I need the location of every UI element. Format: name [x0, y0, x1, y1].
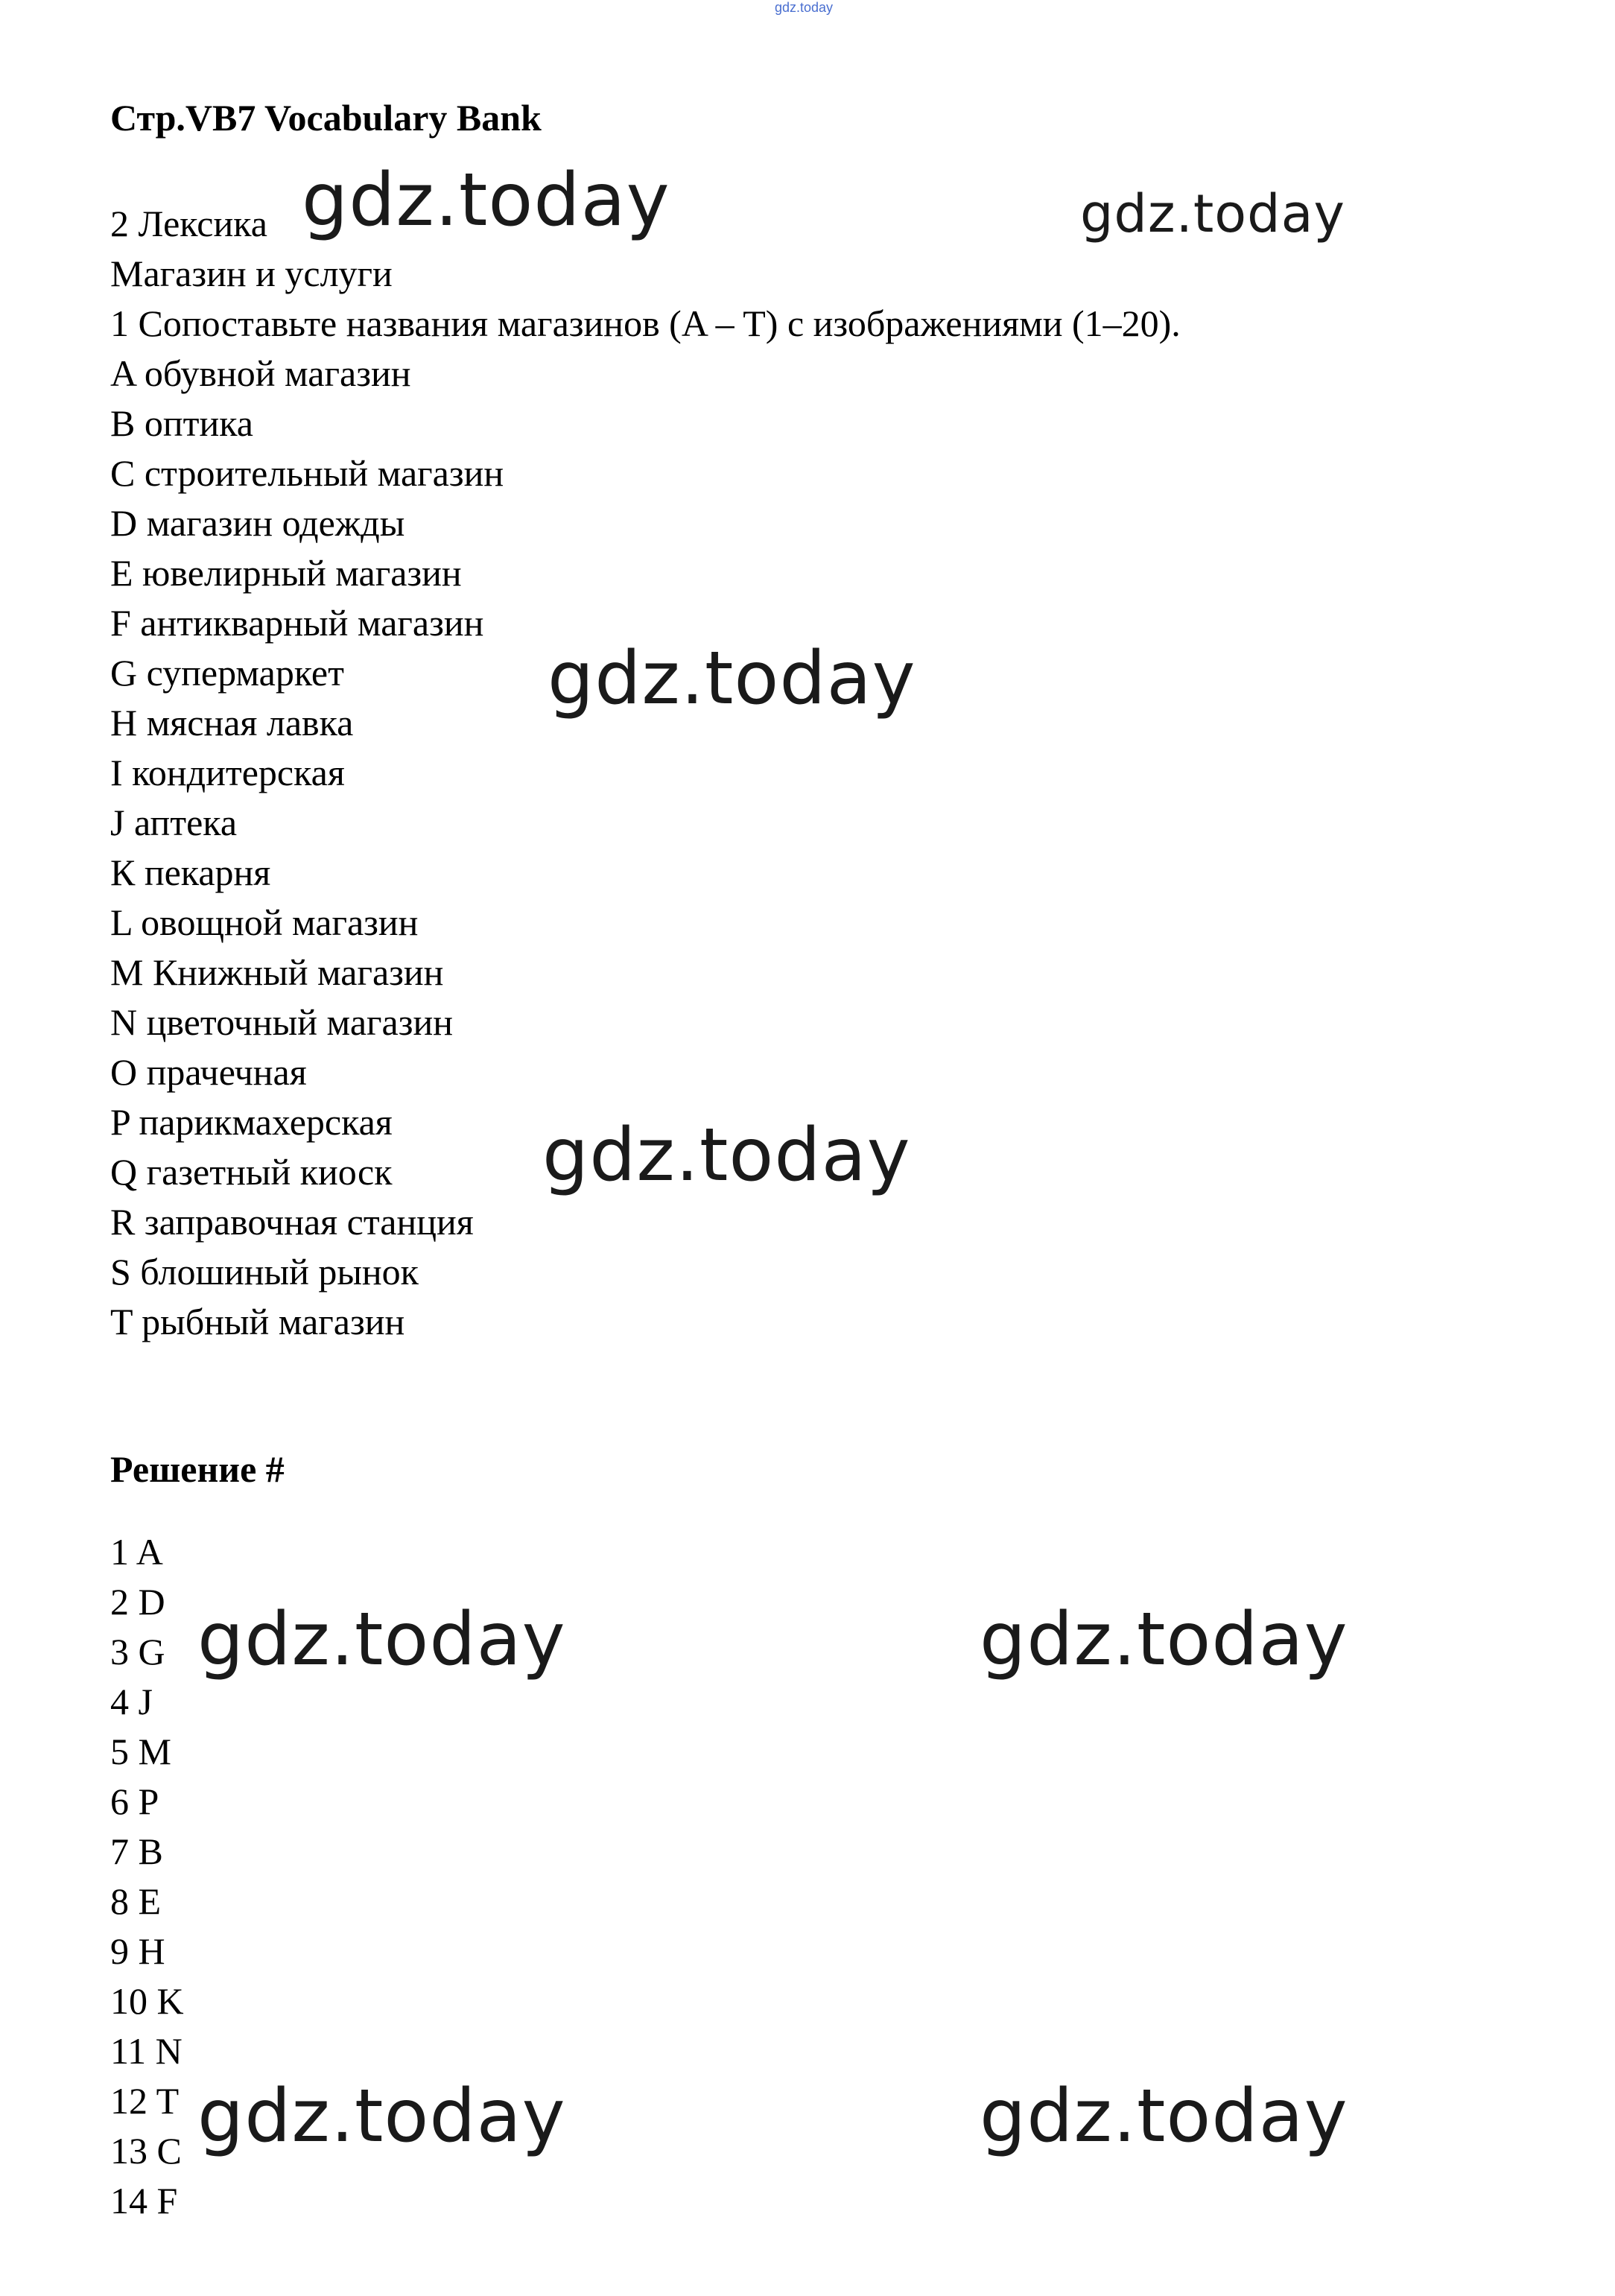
answer-item: 11 N: [110, 2030, 183, 2072]
section-label: 2 Лексика: [110, 203, 267, 244]
shop-item: К пекарня: [110, 852, 271, 893]
answer-item: 14 F: [110, 2180, 178, 2222]
answer-item: 7 B: [110, 1830, 163, 1872]
answer-item: 3 G: [110, 1631, 165, 1672]
shop-item: E ювелирный магазин: [110, 552, 462, 594]
shop-item: H мясная лавка: [110, 702, 354, 743]
topic-label: Магазин и услуги: [110, 253, 393, 294]
shop-item: A обувной магазин: [110, 352, 411, 394]
shop-item: I кондитерская: [110, 752, 345, 793]
page-title: Стр.VB7 Vocabulary Bank: [110, 97, 542, 139]
shop-item: Q газетный киоск: [110, 1151, 393, 1193]
shop-item: N цветочный магазин: [110, 1001, 453, 1043]
shop-item: M Книжный магазин: [110, 951, 444, 993]
answer-item: 2 D: [110, 1581, 165, 1623]
solution-heading: Решение #: [110, 1448, 285, 1490]
answer-item: 9 H: [110, 1930, 165, 1972]
task-instruction: 1 Сопоставьте названия магазинов (A – T) с изображениями (1–20).: [110, 302, 1181, 344]
shop-item: L овощной магазин: [110, 901, 419, 943]
shop-item: P парикмахерская: [110, 1101, 393, 1143]
shop-item: T рыбный магазин: [110, 1301, 405, 1342]
answer-item: 8 E: [110, 1880, 162, 1922]
watermark: gdz.today: [980, 2074, 1348, 2159]
answer-item: 5 M: [110, 1731, 171, 1772]
watermark: gdz.today: [542, 1113, 911, 1198]
shop-item: R заправочная станция: [110, 1201, 474, 1243]
shop-item: C строительный магазин: [110, 452, 504, 494]
watermark: gdz.today: [302, 158, 670, 243]
shop-item: J аптека: [110, 802, 238, 843]
answer-item: 4 J: [110, 1681, 153, 1722]
answer-item: 13 C: [110, 2130, 182, 2172]
shop-item: G супермаркет: [110, 652, 344, 694]
answer-item: 1 A: [110, 1531, 163, 1573]
shop-item: S блошиный рынок: [110, 1251, 419, 1293]
answer-item: 6 P: [110, 1780, 159, 1822]
answer-item: 10 K: [110, 1980, 184, 2022]
shop-item: O прачечная: [110, 1051, 307, 1093]
watermark: gdz.today: [980, 1597, 1348, 1682]
watermark: gdz.today: [548, 636, 916, 721]
answer-item: 12 T: [110, 2080, 180, 2122]
shop-item: F антикварный магазин: [110, 602, 484, 644]
shop-item: D магазин одежды: [110, 502, 405, 544]
watermark: gdz.today: [1080, 183, 1345, 244]
watermark: gdz.today: [197, 1597, 566, 1682]
watermark: gdz.today: [197, 2074, 566, 2159]
top-watermark: gdz.today: [775, 0, 834, 15]
shop-item: B оптика: [110, 402, 253, 444]
